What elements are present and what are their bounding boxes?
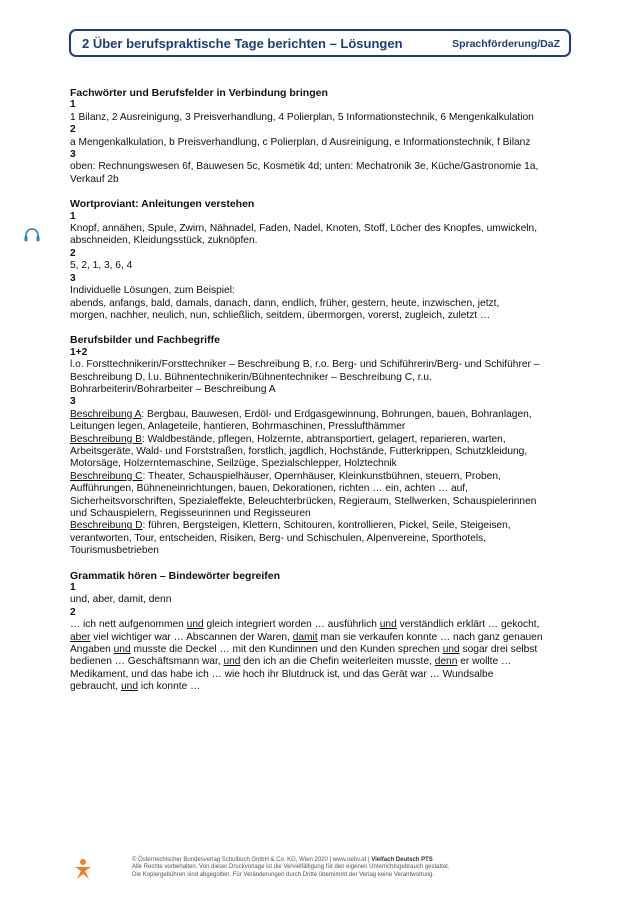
answer-line: Aufführungen, Bühneneinrichtungen, bauen, Dekorationen, richten … ein, achten … auf, [70, 483, 468, 495]
description-label: Beschreibung D [70, 520, 143, 532]
task-number: 1+2 [70, 346, 88, 358]
section-berufsbilder [70, 334, 570, 557]
description-label: Beschreibung C [70, 470, 143, 482]
answer-line [70, 471, 570, 483]
answer-line: Knopf, annähen, Spule, Zwirn, Nähnadel, Faden, Nadel, Knoten, Stoff, Löcher des Knopfes, umwickeln, [70, 223, 538, 235]
answer-text: ich konnte … [137, 681, 201, 693]
footer-line [132, 857, 450, 864]
answer-line: oben: Rechnungswesen 6f, Bauwesen 5c, Kosmetik 4d; unten: Mechatronik 3e, Küche/Gastronomie 1a, [70, 161, 539, 173]
section-title: Wortproviant: Anleitungen verstehen [70, 198, 255, 211]
task-number: 1 [70, 582, 76, 594]
section-title: Fachwörter und Berufsfelder in Verbindung bringen [70, 87, 328, 99]
answer-text: : Waldbestände, pflegen, Holzernte, abtransportiert, gelagert, reparieren, warten, [141, 433, 506, 445]
answer-line: Verkauf 2b [70, 173, 119, 185]
conjunction: denn [434, 656, 458, 668]
answer-line: Arbeitsgeräte, Wald- und Forststraßen, forstlich, jagdlich, Hochstände, Futterkrippen, Schutzkleidung, [70, 445, 528, 457]
conjunction: und [223, 656, 241, 668]
conjunction: und [113, 644, 131, 656]
answer-line: Medikament, und das habe ich … wie hoch ihr Blutdruck ist, und das Gerät war … Wundsalbe [70, 668, 494, 680]
answer-line [70, 681, 570, 693]
task-number: 3 [70, 149, 76, 161]
answer-text: … ich nett aufgenommen [70, 619, 187, 631]
conjunction: damit [292, 631, 318, 643]
conjunction: und [379, 619, 397, 631]
answer-text: gleich integriert worden … ausführlich [203, 619, 380, 631]
section-fachwoerter [70, 87, 570, 186]
answer-line: abschneiden, Kleidungsstück, zuknöpfen. [70, 235, 258, 247]
answer-line [70, 632, 570, 644]
answer-text: gebraucht, [70, 681, 121, 693]
section-grammatik [70, 570, 570, 694]
answer-text: bedienen … Geschäftsmann war, [70, 656, 224, 668]
answer-line: Leitungen legen, Anlageteile, hantieren, Bohrmaschinen, Presslufthämmer [70, 421, 406, 433]
conjunction: und [120, 681, 138, 693]
task-number: 3 [70, 272, 76, 284]
answer-text: den ich an die Chefin weiterleiten musste, [240, 656, 435, 668]
answer-line [70, 644, 570, 656]
answer-line: und, aber, damit, denn [70, 594, 172, 606]
answer-line: Individuelle Lösungen, zum Beispiel: [70, 285, 235, 297]
footer-copyright [132, 857, 450, 879]
header-box [69, 29, 571, 57]
task-number: 1 [70, 99, 76, 111]
conjunction: aber [70, 631, 91, 643]
answer-line: Beschreibung D, l.u. Bühnentechnikerin/Bühnentechniker – Beschreibung C, r.u. [70, 371, 432, 383]
answer-text: : Theater, Schauspielhäuser, Opernhäuser, Kleinkunstbühnen, steuern, Proben, [142, 470, 501, 482]
answer-text: : Bergbau, Bauwesen, Erdöl- und Erdgasgewinnung, Bohrungen, bauen, Bohranlagen, [141, 408, 532, 420]
answer-line: abends, anfangs, bald, damals, danach, dann, endlich, früher, gestern, heute, inzwischen, jetzt, [70, 297, 500, 309]
answer-text: verständlich erklärt … gekocht, [396, 619, 540, 631]
solutions-content [70, 87, 570, 706]
task-number: 3 [70, 396, 76, 408]
answer-line [70, 434, 570, 446]
answer-line: verantworten, Tour, entscheiden, Risiken, Berg- und Schischulen, Alpenvereine, Sporthotels, [70, 532, 487, 544]
answer-text: man sie verkaufen konnte … nach ganz genauen [317, 631, 543, 643]
answer-text: er wollte … [457, 656, 512, 668]
answer-line: Motorsäge, Holzerntemaschine, Seilzüge, Spezialschlepper, Holztechnik [70, 458, 397, 470]
answer-line [70, 520, 570, 532]
task-number: 2 [70, 606, 76, 618]
answer-line: und Schauspielern, Regisseurinnen und Regisseuren [70, 508, 311, 519]
answer-line [70, 656, 570, 668]
answer-line: Tourismusbetrieben [70, 545, 159, 557]
task-number: 2 [70, 124, 76, 136]
answer-text: : führen, Bergsteigen, Klettern, Schitouren, kontrollieren, Pickel, Seile, Steigeisen, [142, 520, 511, 532]
answer-line: morgen, nachher, neulich, nun, schließlich, seitdem, übermorgen, vorerst, zugleich, zuletzt … [70, 309, 491, 321]
conjunction: und [442, 644, 460, 656]
series-title: Vielfach Deutsch PTS [371, 857, 433, 863]
answer-line: l.o. Forsttechnikerin/Forsttechniker – Beschreibung B, r.o. Berg- und Schiführerin/Berg- und Schiführer – [70, 359, 540, 371]
subject-badge: Sprachförderung/DaZ [452, 38, 560, 50]
headphones-icon[interactable] [23, 227, 41, 243]
answer-line: 5, 2, 1, 3, 6, 4 [70, 260, 133, 272]
description-label: Beschreibung A [70, 408, 142, 420]
answer-line [70, 409, 570, 421]
footer-line: Alle Rechte vorbehalten. Von dieser Druckvorlage ist die Vervielfältigung für den eigenen Unterrichtsgebrauch gestattet. [132, 864, 450, 871]
answer-text: viel wichtiger war … Abscannen der Waren, [90, 631, 293, 643]
answer-line [70, 619, 570, 631]
task-number: 1 [70, 210, 76, 222]
page-title: 2 Über berufspraktische Tage berichten – Lösungen [82, 36, 403, 51]
section-wortproviant [70, 198, 570, 322]
answer-text: Angaben [70, 644, 114, 656]
answer-line: Sicherheitsvorschriften, Spezialeffekte, Beleuchterbrücken, Regieraum, Stellwerken, Schauspielerinnen [70, 495, 537, 507]
conjunction: und [186, 619, 204, 631]
section-title: Grammatik hören – Bindewörter begreifen [70, 569, 281, 582]
answer-line: a Mengenkalkulation, b Preisverhandlung, c Polierplan, d Ausreinigung, e Informationstechnik, f Bilanz [70, 136, 531, 148]
answer-text: sogar drei selbst [459, 644, 538, 656]
description-label: Beschreibung B [70, 433, 142, 445]
footer-line: Die Kopiergebühren sind abgegolten. Für Veränderungen durch Dritte übernimmt der Verlag keine Verantwortung. [132, 871, 435, 878]
answer-text: musste die Deckel … mit den Kundinnen und den Kunden sprechen [130, 644, 443, 656]
section-title: Berufsbilder und Fachbegriffe [70, 334, 220, 347]
answer-line: Bohrarbeiterin/Bohrarbeiter – Beschreibung A [70, 383, 276, 395]
task-number: 2 [70, 247, 76, 259]
answer-line: 1 Bilanz, 2 Ausreinigung, 3 Preisverhandlung, 4 Polierplan, 5 Informationstechnik, 6 Mengenkalkulation [70, 111, 534, 123]
copyright-text: © Österreichischer Bundesverlag Schulbuch GmbH & Co. KG, Wien 2020 | www.oebv.at | [132, 857, 372, 863]
publisher-logo [71, 857, 95, 881]
